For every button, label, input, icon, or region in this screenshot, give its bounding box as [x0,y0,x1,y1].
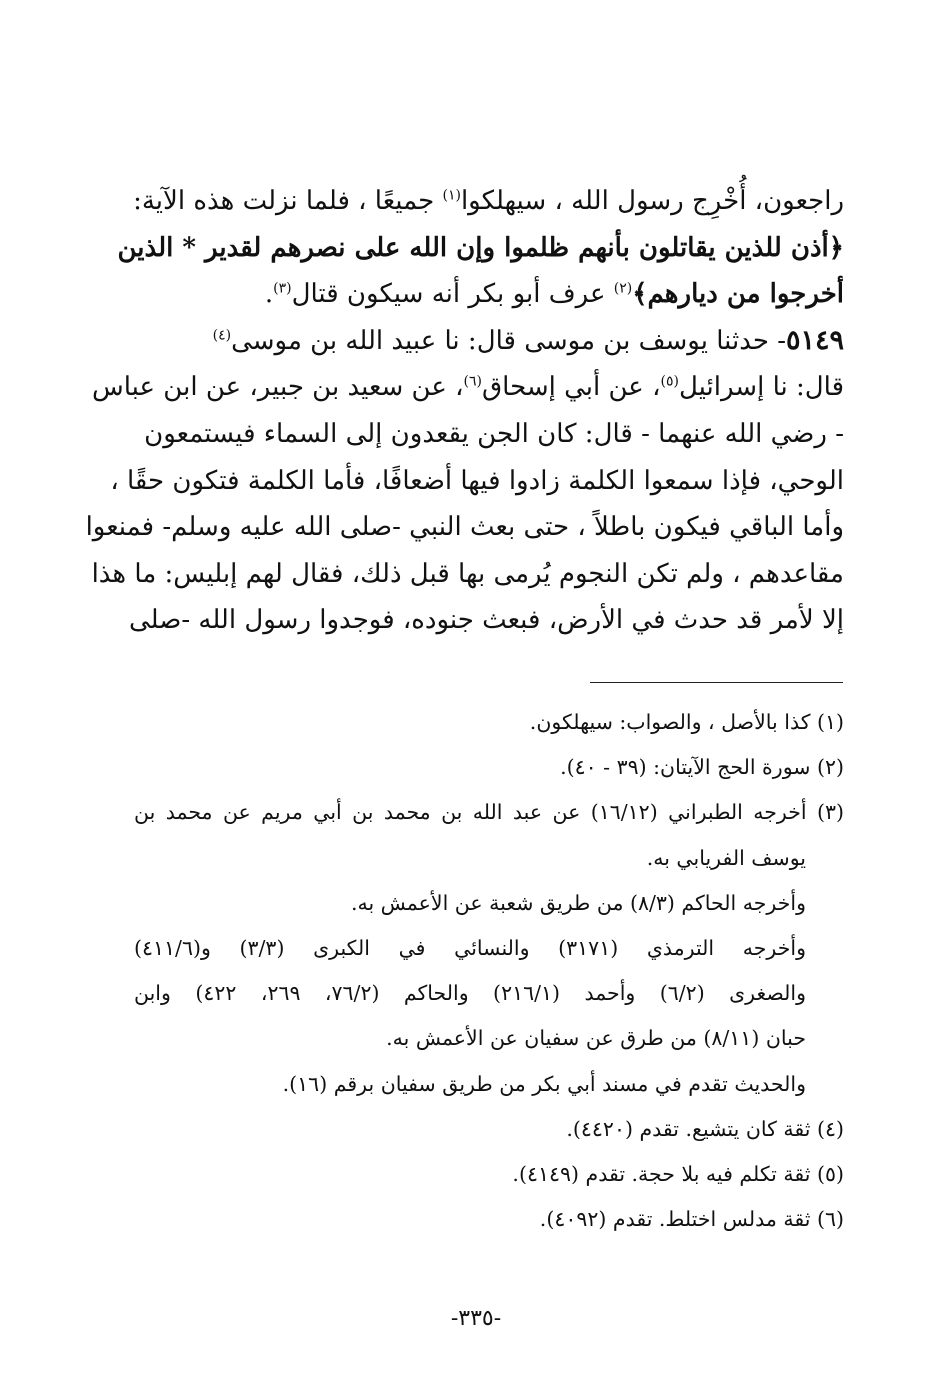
text-line [134,411,844,458]
footnote-line: (٢) سورة الحج الآيتان: (٣٩ - ٤٠). [560,755,844,780]
text-line [134,318,844,365]
text-line [134,271,844,318]
footnote-line: (٤) ثقة كان يتشيع. تقدم (٤٤٢٠). [566,1116,844,1141]
quran-verse: ﴿أذن للذين يقاتلون بأنهم ظلموا وإن الله على نصرهم لقدير * الذين [117,232,844,263]
text-segment: الوحي، فإذا سمعوا الكلمة زادوا فيها أضعافًا، فأما الكلمة فتكون حقًا ، [110,465,844,496]
text-segment: ، عن أبي إسحاق [481,372,661,403]
footnote-line: (٦) ثقة مدلس اختلط. تقدم (٤٠٩٢). [539,1207,844,1232]
text-segment: راجعون، أُخْرِج رسول الله ، سيهلكوا [460,186,844,216]
footnotes-section [134,700,844,1242]
footnote-line: والحديث تقدم في مسند أبي بكر من طريق سفيان برقم (١٦). [282,1071,806,1096]
text-line [117,225,844,272]
text-line [91,551,844,598]
footnote-line: (٥) ثقة تكلم فيه بلا حجة. تقدم (٤١٤٩). [512,1161,844,1186]
footnote-ref: (٢) [613,280,633,297]
footnote-line: حبان (٨/١١) من طرق عن سفيان عن الأعمش به. [386,1026,806,1051]
footnote-line: وأخرجه الترمذي (٣١٧١) والنسائي في الكبرى (٣/٣) و(٤١١/٦) [134,935,806,960]
text-line [134,178,844,225]
text-segment: إلا لأمر قد حدث في الأرض، فبعث جنوده، فوجدوا رسول الله -صلى [128,605,844,636]
text-segment: ، عن سعيد بن جبير، عن ابن عباس [92,372,464,403]
text-segment: - حدثنا يوسف بن موسى قال: نا عبيد الله بن موسى [231,325,786,356]
footnote-separator [590,682,843,683]
hadith-number: ٥١٤٩ [785,324,844,356]
text-line [128,597,844,644]
text-segment: وأما الباقي فيكون باطلاً ، حتى بعث النبي -صلى الله عليه وسلم- فمنعوا [85,512,844,543]
footnote-ref: (١) [442,187,461,204]
footnote-ref: (٣) [273,280,292,297]
footnote-ref: (٥) [660,373,679,390]
footnote-line: (٣) أخرجه الطبراني (١٦/١٢) عن عبد الله بن محمد بن أبي مريم عن محمد بن [134,800,844,825]
footnote-ref: (٤) [212,327,232,344]
text-segment: جميعًا ، فلما نزلت هذه الآية: [133,186,443,216]
footnote-line: (١) كذا بالأصل ، والصواب: سيهلكون. [529,710,844,734]
footnote-line: والصغرى (٦/٢) وأحمد (٢١٦/١) والحاكم (٧٦/٢، ٢٦٩، ٤٢٢) وابن [134,981,806,1006]
text-segment: . [264,279,274,310]
footnote-ref: (٦) [463,373,482,390]
footnote-line: وأخرجه الحاكم (٨/٣) من طريق شعبة عن الأعمش به. [350,890,806,915]
quran-verse: أخرجوا من ديارهم﴾ [632,279,844,310]
text-segment: عرف أبو بكر أنه سيكون قتال [291,279,614,310]
text-segment: قال: نا إسرائيل [678,372,844,403]
text-segment: - رضي الله عنهما - قال: كان الجن يقعدون إلى السماء فيستمعون [144,418,844,449]
text-line [110,458,844,505]
main-text-body [85,178,844,644]
footnote-line: يوسف الفريابي به. [646,845,806,870]
text-segment: مقاعدهم ، ولم تكن النجوم يُرمى بها قبل ذلك، فقال لهم إبليس: ما هذا [91,558,844,589]
page-number: -٣٣٥- [450,1306,502,1331]
text-line [92,364,844,411]
text-line [85,504,844,551]
